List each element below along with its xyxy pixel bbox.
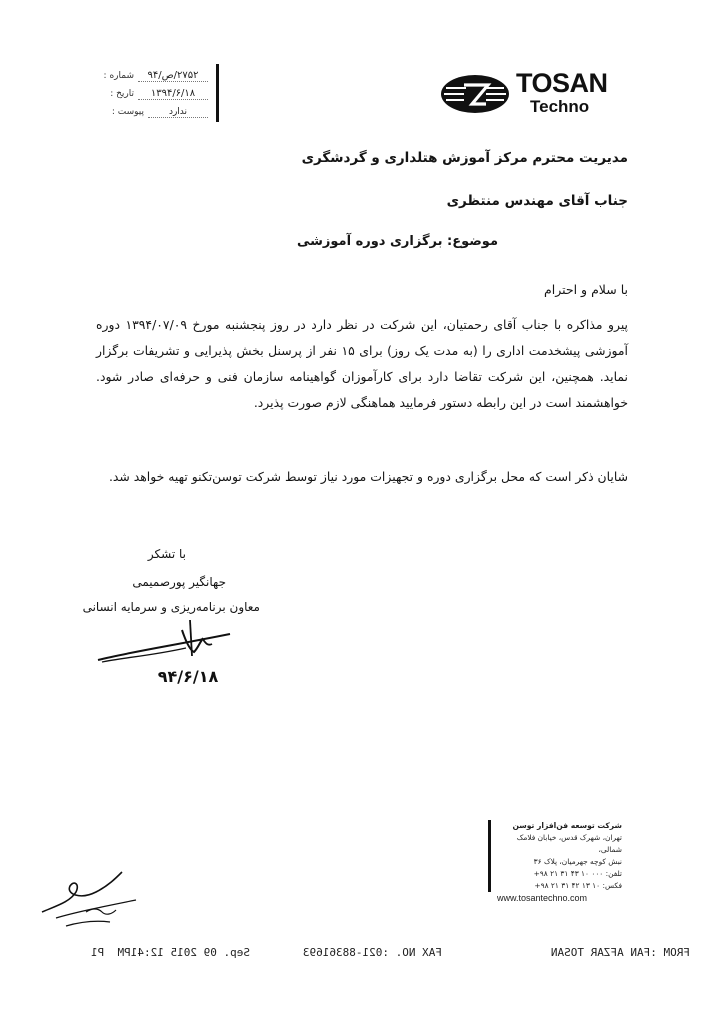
company-logo <box>440 66 640 120</box>
letter-number-label: شماره : <box>103 71 134 81</box>
closing-thanks: با تشکر <box>147 547 186 561</box>
logo-company-name: TOSAN <box>516 68 608 98</box>
letter-paragraph-1: پیرو مذاکره با جناب آقای رحمتیان، این شرکت در نظر دارد در روز پنجشنبه مورخ ۱۳۹۴/۰۷/۰۹ دوره آموزشی پیشخدمت اداری را (به مدت یک روز) برای ۱۵ نفر از پرسنل بخش پذیرایی و تشریفات برگزار نماید. همچنین، این شرکت تقاضا دارد برای کارآموزان گواهینامه سازمان فنی و حرفه‌ای صادر شود. خواهشمند است در این رابطه دستور فرمایید هماهنگی لازم صورت پذیرد. <box>96 317 629 410</box>
letter-date-row <box>110 86 208 102</box>
company-phone: تلفن: ۰۰۰ ۱۰ ۴۳ ۳۱ ۲۱ ۹۸+ <box>533 869 622 878</box>
company-fax: فکس: ۱۰ ۱۳ ۴۲ ۳۱ ۲۱ ۹۸+ <box>534 881 622 890</box>
handwritten-date-text: ۹۴/۶/۱۸ <box>157 667 219 686</box>
letter-greeting: با سلام و احترام <box>544 282 628 297</box>
signer-name: جهانگیر پورصمیمی <box>132 575 226 589</box>
addressee-person: جناب آقای مهندس منتظری <box>446 193 628 209</box>
letter-date-value: ۱۳۹۴/۶/۱۸ <box>138 88 208 100</box>
letter-number-value: ۲۷۵۲/ص/۹۴ <box>138 70 208 82</box>
letter-attachment-row <box>112 104 208 120</box>
company-address-line-1: تهران، شهرک قدس، خیابان فلامک شمالی، <box>516 833 622 854</box>
company-contact-block <box>488 820 622 903</box>
signer-title: معاون برنامه‌ریزی و سرمایه انسانی <box>82 600 260 614</box>
letter-attachment-value: ندارد <box>148 107 208 118</box>
letter-meta-box <box>58 64 219 122</box>
addressee-organization: مدیریت محترم مرکز آموزش هتلداری و گردشگری <box>301 150 628 166</box>
fax-number: FAX NO. :021-88361693 <box>302 946 442 959</box>
fax-header <box>30 946 690 962</box>
letter-subject: موضوع: برگزاری دوره آموزشی <box>296 234 498 249</box>
letter-attachment-label: پیوست : <box>111 107 144 117</box>
logo-company-sub: Techno <box>530 97 590 116</box>
signature-secondary <box>36 862 156 932</box>
letter-number-row <box>104 68 208 84</box>
company-name: شرکت توسعه فن‌افزار توسن <box>512 821 622 830</box>
letter-paragraph-2: شایان ذکر است که محل برگزاری دوره و تجهیزات مورد نیاز توسط شرکت توسن‌تکنو تهیه خواهد شد. <box>108 469 628 484</box>
tosan-logo-icon <box>440 74 510 114</box>
company-website-link[interactable]: www.tosantechno.com <box>497 893 588 903</box>
fax-from: FROM :FAN AFZAR TOSAN <box>550 946 690 959</box>
handwritten-date <box>148 662 228 690</box>
fax-timestamp: Sep. 09 2015 12:41PM P1 <box>91 946 250 959</box>
letter-date-label: تاریخ : <box>110 89 134 99</box>
company-address-line-2: نبش کوچه جهرمیان، پلاک ۳۶ <box>533 857 622 866</box>
